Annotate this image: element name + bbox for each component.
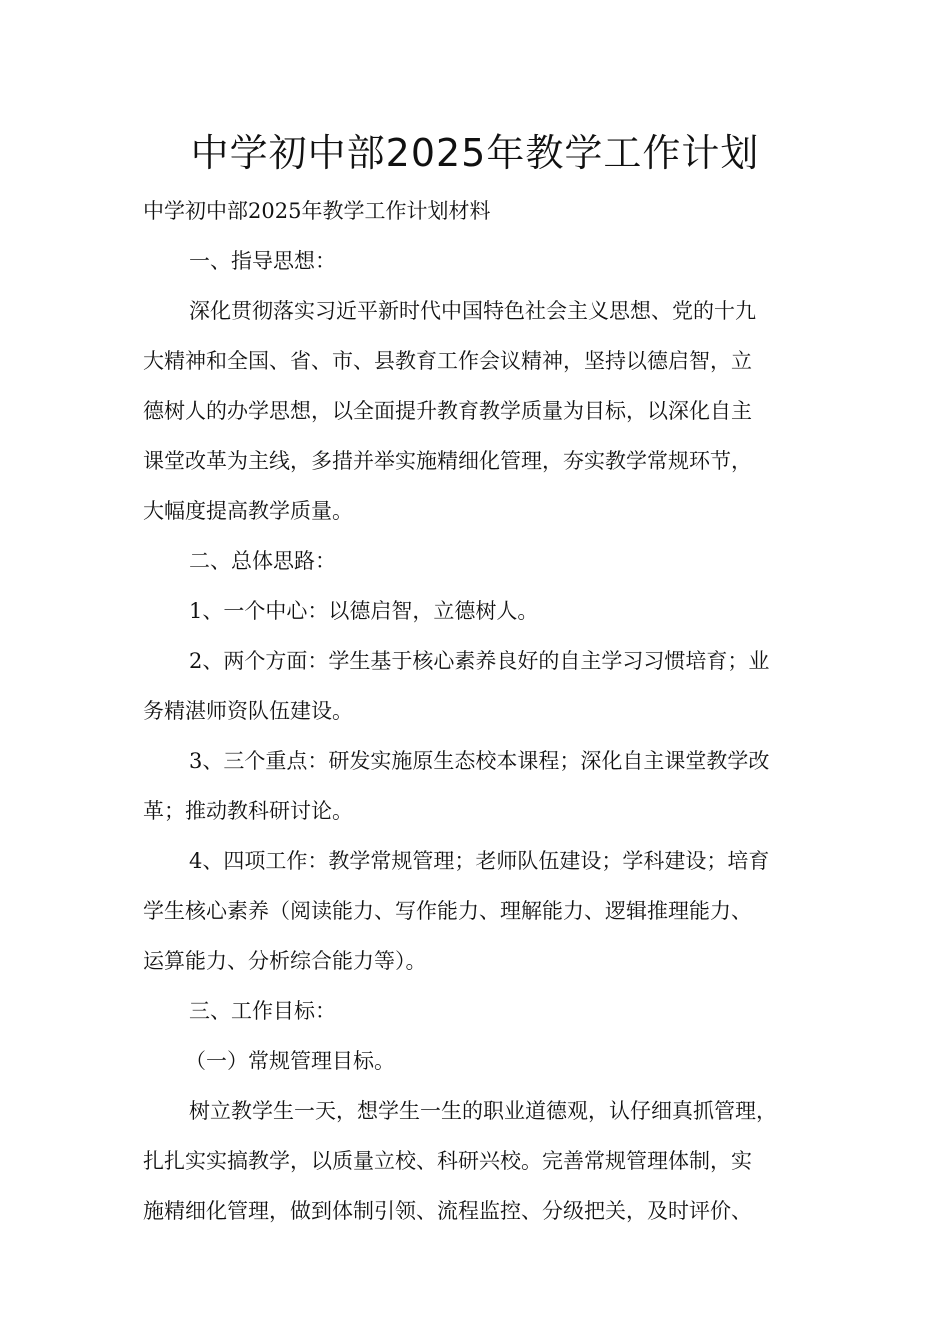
text-line: 树立教学生一天，想学生一生的职业道德观，认仔细真抓管理， xyxy=(189,1099,777,1123)
text-line: 三、工作目标： xyxy=(189,999,336,1023)
text-line: 4、四项工作：教学常规管理；老师队伍建设；学科建设；培育 xyxy=(189,849,770,873)
text-line: 2、两个方面：学生基于核心素养良好的自主学习习惯培育；业 xyxy=(189,649,770,673)
text-line: 大精神和全国、省、市、县教育工作会议精神，坚持以德启智，立 xyxy=(143,349,752,373)
text-line: 革；推动教科研讨论。 xyxy=(143,799,353,823)
text-line: 中学初中部2025年教学工作计划材料 xyxy=(143,199,491,223)
text-line: 扎扎实实搞教学，以质量立校、科研兴校。完善常规管理体制，实 xyxy=(143,1149,752,1173)
text-line: （一）常规管理目标。 xyxy=(185,1049,395,1073)
text-line: 一、指导思想： xyxy=(189,249,336,273)
text-line: 施精细化管理，做到体制引领、流程监控、分级把关，及时评价、 xyxy=(143,1199,752,1223)
text-line: 二、总体思路： xyxy=(189,549,336,573)
text-line: 课堂改革为主线，多措并举实施精细化管理，夯实教学常规环节， xyxy=(143,449,752,473)
text-line: 务精湛师资队伍建设。 xyxy=(143,699,353,723)
text-line: 大幅度提高教学质量。 xyxy=(143,499,353,523)
document-body xyxy=(143,186,808,1236)
text-line: 3、三个重点：研发实施原生态校本课程；深化自主课堂教学改 xyxy=(189,749,770,773)
text-line: 德树人的办学思想，以全面提升教育教学质量为目标，以深化自主 xyxy=(143,399,752,423)
text-line: 学生核心素养（阅读能力、写作能力、理解能力、逻辑推理能力、 xyxy=(143,899,752,923)
text-line: 运算能力、分析综合能力等）。 xyxy=(143,949,427,973)
document-title: 中学初中部2025年教学工作计划 xyxy=(190,131,760,175)
text-line: 1、一个中心：以德启智，立德树人。 xyxy=(189,599,539,623)
text-line: 深化贯彻落实习近平新时代中国特色社会主义思想、党的十九 xyxy=(189,299,756,323)
